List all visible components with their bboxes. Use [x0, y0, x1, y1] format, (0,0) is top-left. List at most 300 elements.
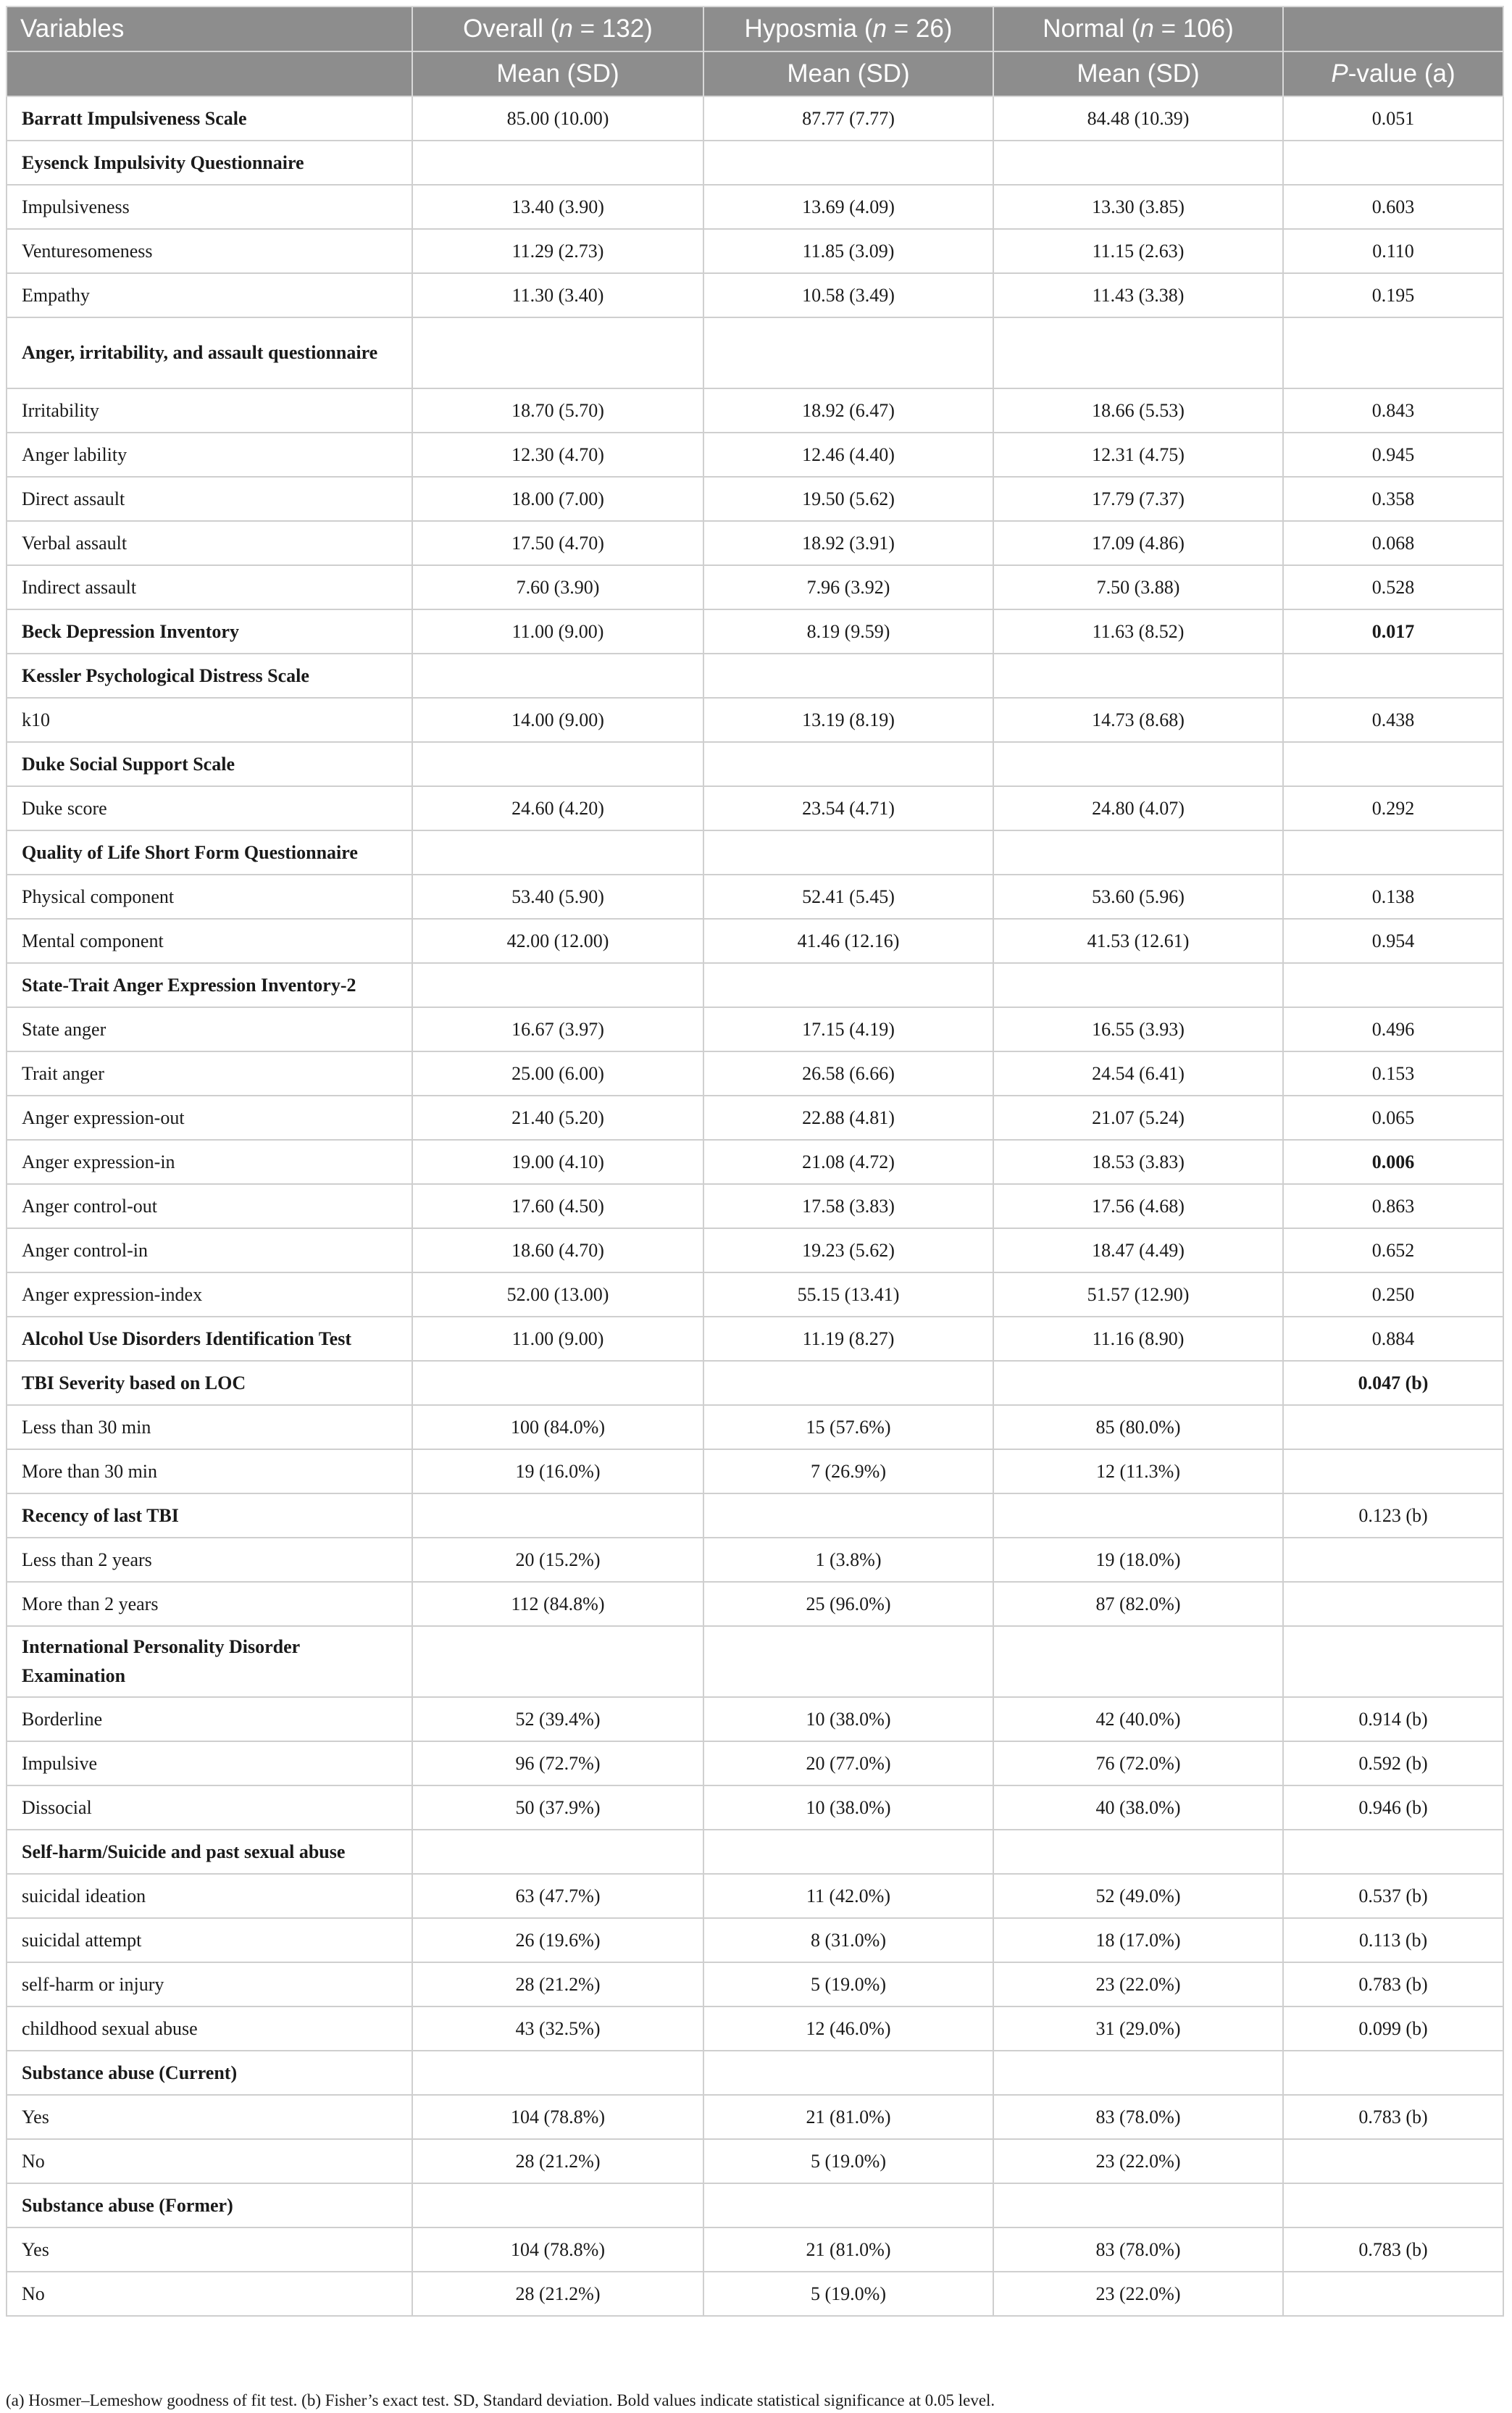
cell-pvalue [1283, 1538, 1503, 1582]
cell-normal: 87 (82.0%) [993, 1582, 1283, 1626]
cell-pvalue: 0.954 [1283, 919, 1503, 963]
row-label: Alcohol Use Disorders Identification Test [7, 1317, 412, 1361]
results-table [6, 6, 1504, 2317]
cell-normal [993, 830, 1283, 875]
cell-pvalue: 0.110 [1283, 229, 1503, 273]
row-label: Substance abuse (Current) [7, 2051, 412, 2095]
cell-pvalue: 0.603 [1283, 185, 1503, 229]
table-row [7, 698, 1503, 742]
cell-normal: 13.30 (3.85) [993, 185, 1283, 229]
cell-overall: 52 (39.4%) [412, 1697, 703, 1741]
cell-hyposmia: 52.41 (5.45) [703, 875, 993, 919]
cell-overall: 11.29 (2.73) [412, 229, 703, 273]
table-row [7, 565, 1503, 609]
cell-pvalue: 0.047 (b) [1283, 1361, 1503, 1405]
cell-hyposmia [703, 2183, 993, 2227]
table-row [7, 1361, 1503, 1405]
row-label: Kessler Psychological Distress Scale [7, 654, 412, 698]
cell-hyposmia: 20 (77.0%) [703, 1741, 993, 1785]
cell-overall: 16.67 (3.97) [412, 1007, 703, 1051]
cell-hyposmia [703, 654, 993, 698]
row-label: Verbal assault [7, 521, 412, 565]
cell-overall: 17.60 (4.50) [412, 1184, 703, 1228]
cell-overall [412, 317, 703, 388]
row-label: Impulsive [7, 1741, 412, 1785]
cell-normal: 16.55 (3.93) [993, 1007, 1283, 1051]
cell-pvalue [1283, 1405, 1503, 1449]
cell-pvalue: 0.945 [1283, 433, 1503, 477]
cell-overall: 11.30 (3.40) [412, 273, 703, 317]
cell-pvalue [1283, 141, 1503, 185]
header-overall [412, 7, 703, 51]
cell-overall [412, 2051, 703, 2095]
cell-normal: 76 (72.0%) [993, 1741, 1283, 1785]
cell-overall: 104 (78.8%) [412, 2095, 703, 2139]
cell-normal: 23 (22.0%) [993, 2272, 1283, 2316]
cell-overall: 43 (32.5%) [412, 2006, 703, 2051]
table-row [7, 609, 1503, 654]
cell-normal: 24.54 (6.41) [993, 1051, 1283, 1096]
cell-normal: 12.31 (4.75) [993, 433, 1283, 477]
cell-overall: 25.00 (6.00) [412, 1051, 703, 1096]
cell-overall [412, 1493, 703, 1538]
cell-hyposmia: 17.15 (4.19) [703, 1007, 993, 1051]
cell-hyposmia: 10.58 (3.49) [703, 273, 993, 317]
cell-pvalue [1283, 1582, 1503, 1626]
cell-hyposmia: 15 (57.6%) [703, 1405, 993, 1449]
cell-hyposmia: 55.15 (13.41) [703, 1272, 993, 1317]
cell-overall: 112 (84.8%) [412, 1582, 703, 1626]
table-row [7, 141, 1503, 185]
cell-hyposmia [703, 141, 993, 185]
header-pvalue [1283, 51, 1503, 96]
cell-overall [412, 1361, 703, 1405]
cell-pvalue: 0.592 (b) [1283, 1741, 1503, 1785]
cell-pvalue [1283, 654, 1503, 698]
row-label: More than 30 min [7, 1449, 412, 1493]
table-row [7, 654, 1503, 698]
row-label: TBI Severity based on LOC [7, 1361, 412, 1405]
cell-pvalue: 0.863 [1283, 1184, 1503, 1228]
table-row [7, 919, 1503, 963]
cell-overall: 18.00 (7.00) [412, 477, 703, 521]
cell-overall: 14.00 (9.00) [412, 698, 703, 742]
table-row [7, 433, 1503, 477]
row-label: Anger control-out [7, 1184, 412, 1228]
header-normal-stat: Mean (SD) [993, 51, 1283, 96]
cell-normal: 85 (80.0%) [993, 1405, 1283, 1449]
cell-pvalue [1283, 317, 1503, 388]
cell-normal [993, 141, 1283, 185]
table-row [7, 1538, 1503, 1582]
cell-normal: 12 (11.3%) [993, 1449, 1283, 1493]
row-label: Physical component [7, 875, 412, 919]
cell-hyposmia: 21 (81.0%) [703, 2227, 993, 2272]
cell-overall: 53.40 (5.90) [412, 875, 703, 919]
cell-normal: 18 (17.0%) [993, 1918, 1283, 1962]
row-label: Self-harm/Suicide and past sexual abuse [7, 1830, 412, 1874]
table-row [7, 185, 1503, 229]
cell-pvalue: 0.051 [1283, 96, 1503, 141]
cell-hyposmia: 5 (19.0%) [703, 2139, 993, 2183]
row-label: No [7, 2139, 412, 2183]
row-label: Irritability [7, 388, 412, 433]
cell-pvalue: 0.195 [1283, 273, 1503, 317]
table-row [7, 1874, 1503, 1918]
cell-normal: 11.63 (8.52) [993, 609, 1283, 654]
table-row [7, 1962, 1503, 2006]
table-row [7, 1405, 1503, 1449]
table-row [7, 1140, 1503, 1184]
header-overall-stat: Mean (SD) [412, 51, 703, 96]
cell-normal [993, 1626, 1283, 1697]
cell-normal: 31 (29.0%) [993, 2006, 1283, 2051]
header-variables: Variables [7, 7, 412, 51]
cell-pvalue: 0.358 [1283, 477, 1503, 521]
cell-overall: 52.00 (13.00) [412, 1272, 703, 1317]
table-row [7, 830, 1503, 875]
cell-overall: 50 (37.9%) [412, 1785, 703, 1830]
table-row [7, 1228, 1503, 1272]
cell-hyposmia [703, 742, 993, 786]
cell-hyposmia: 23.54 (4.71) [703, 786, 993, 830]
cell-normal: 17.79 (7.37) [993, 477, 1283, 521]
row-label: Empathy [7, 273, 412, 317]
table-row [7, 2095, 1503, 2139]
row-label: Dissocial [7, 1785, 412, 1830]
cell-normal: 17.09 (4.86) [993, 521, 1283, 565]
table-row [7, 1317, 1503, 1361]
cell-normal: 18.66 (5.53) [993, 388, 1283, 433]
cell-hyposmia: 19.23 (5.62) [703, 1228, 993, 1272]
table-row [7, 2006, 1503, 2051]
cell-pvalue: 0.006 [1283, 1140, 1503, 1184]
table-row [7, 1785, 1503, 1830]
cell-pvalue: 0.783 (b) [1283, 2095, 1503, 2139]
cell-normal: 84.48 (10.39) [993, 96, 1283, 141]
cell-normal: 42 (40.0%) [993, 1697, 1283, 1741]
row-label: Anger expression-out [7, 1096, 412, 1140]
table-row [7, 786, 1503, 830]
cell-overall [412, 1626, 703, 1697]
cell-hyposmia: 11 (42.0%) [703, 1874, 993, 1918]
table-row [7, 742, 1503, 786]
cell-pvalue [1283, 830, 1503, 875]
cell-overall: 28 (21.2%) [412, 1962, 703, 2006]
cell-pvalue: 0.496 [1283, 1007, 1503, 1051]
row-label: Quality of Life Short Form Questionnaire [7, 830, 412, 875]
table-row [7, 1918, 1503, 1962]
table-row [7, 1582, 1503, 1626]
row-label: Venturesomeness [7, 229, 412, 273]
cell-overall: 18.70 (5.70) [412, 388, 703, 433]
header-pvalue-blank [1283, 7, 1503, 51]
table-row [7, 2139, 1503, 2183]
row-label: Anger, irritability, and assault questionnaire [7, 317, 412, 388]
table-row [7, 1697, 1503, 1741]
cell-overall [412, 742, 703, 786]
cell-hyposmia: 21 (81.0%) [703, 2095, 993, 2139]
cell-pvalue [1283, 1626, 1503, 1697]
cell-normal: 51.57 (12.90) [993, 1272, 1283, 1317]
cell-overall: 104 (78.8%) [412, 2227, 703, 2272]
cell-hyposmia [703, 830, 993, 875]
cell-normal: 17.56 (4.68) [993, 1184, 1283, 1228]
cell-pvalue: 0.017 [1283, 609, 1503, 654]
cell-overall [412, 830, 703, 875]
header-variables-blank [7, 51, 412, 96]
row-label: Beck Depression Inventory [7, 609, 412, 654]
cell-normal: 21.07 (5.24) [993, 1096, 1283, 1140]
cell-overall: 28 (21.2%) [412, 2272, 703, 2316]
cell-overall: 19 (16.0%) [412, 1449, 703, 1493]
cell-hyposmia: 21.08 (4.72) [703, 1140, 993, 1184]
row-label: Impulsiveness [7, 185, 412, 229]
cell-overall: 63 (47.7%) [412, 1874, 703, 1918]
cell-hyposmia [703, 317, 993, 388]
row-label: Anger expression-index [7, 1272, 412, 1317]
cell-hyposmia: 22.88 (4.81) [703, 1096, 993, 1140]
cell-hyposmia: 5 (19.0%) [703, 2272, 993, 2316]
cell-overall: 21.40 (5.20) [412, 1096, 703, 1140]
cell-overall: 7.60 (3.90) [412, 565, 703, 609]
row-label: Barratt Impulsiveness Scale [7, 96, 412, 141]
row-label: suicidal attempt [7, 1918, 412, 1962]
table-row [7, 1007, 1503, 1051]
table-row [7, 96, 1503, 141]
cell-hyposmia [703, 1626, 993, 1697]
cell-hyposmia: 87.77 (7.77) [703, 96, 993, 141]
cell-hyposmia: 13.69 (4.09) [703, 185, 993, 229]
row-label: Duke Social Support Scale [7, 742, 412, 786]
cell-normal [993, 317, 1283, 388]
cell-hyposmia: 5 (19.0%) [703, 1962, 993, 2006]
cell-pvalue: 0.783 (b) [1283, 1962, 1503, 2006]
cell-hyposmia: 18.92 (3.91) [703, 521, 993, 565]
cell-hyposmia: 26.58 (6.66) [703, 1051, 993, 1096]
row-label: suicidal ideation [7, 1874, 412, 1918]
cell-hyposmia [703, 963, 993, 1007]
cell-pvalue [1283, 2051, 1503, 2095]
header-row-groups [7, 7, 1503, 51]
cell-hyposmia: 11.85 (3.09) [703, 229, 993, 273]
cell-pvalue: 0.250 [1283, 1272, 1503, 1317]
cell-pvalue: 0.438 [1283, 698, 1503, 742]
cell-overall: 24.60 (4.20) [412, 786, 703, 830]
table-row [7, 1272, 1503, 1317]
row-label: Duke score [7, 786, 412, 830]
header-normal [993, 7, 1283, 51]
cell-normal [993, 1361, 1283, 1405]
row-label: More than 2 years [7, 1582, 412, 1626]
table-row [7, 521, 1503, 565]
cell-pvalue [1283, 2139, 1503, 2183]
cell-hyposmia: 8 (31.0%) [703, 1918, 993, 1962]
cell-overall: 19.00 (4.10) [412, 1140, 703, 1184]
cell-normal: 40 (38.0%) [993, 1785, 1283, 1830]
cell-overall: 42.00 (12.00) [412, 919, 703, 963]
header-overall-text: Overall (n = 132) [463, 14, 653, 43]
cell-hyposmia: 7 (26.9%) [703, 1449, 993, 1493]
cell-normal [993, 742, 1283, 786]
cell-normal: 11.15 (2.63) [993, 229, 1283, 273]
cell-hyposmia [703, 2051, 993, 2095]
cell-pvalue: 0.099 (b) [1283, 2006, 1503, 2051]
cell-pvalue: 0.843 [1283, 388, 1503, 433]
table-footnote: (a) Hosmer–Lemeshow goodness of fit test. (b) Fisher’s exact test. SD, Standard deviation. Bold values indicate statistical significance at 0.05 level. [6, 2391, 995, 2409]
cell-pvalue: 0.884 [1283, 1317, 1503, 1361]
table-row [7, 2272, 1503, 2316]
cell-overall: 12.30 (4.70) [412, 433, 703, 477]
cell-overall: 85.00 (10.00) [412, 96, 703, 141]
header-normal-text: Normal (n = 106) [1043, 14, 1234, 43]
cell-normal: 7.50 (3.88) [993, 565, 1283, 609]
table-row [7, 1184, 1503, 1228]
cell-pvalue: 0.292 [1283, 786, 1503, 830]
cell-hyposmia [703, 1493, 993, 1538]
cell-pvalue: 0.065 [1283, 1096, 1503, 1140]
table-row [7, 1493, 1503, 1538]
row-label: Yes [7, 2095, 412, 2139]
cell-pvalue: 0.113 (b) [1283, 1918, 1503, 1962]
row-label: k10 [7, 698, 412, 742]
row-label: childhood sexual abuse [7, 2006, 412, 2051]
cell-pvalue: 0.652 [1283, 1228, 1503, 1272]
cell-hyposmia: 18.92 (6.47) [703, 388, 993, 433]
table-row [7, 1449, 1503, 1493]
cell-normal [993, 1830, 1283, 1874]
table-row [7, 229, 1503, 273]
cell-normal [993, 963, 1283, 1007]
table-row [7, 388, 1503, 433]
header-row-stats [7, 51, 1503, 96]
table-row [7, 1096, 1503, 1140]
table-row [7, 1626, 1503, 1697]
cell-pvalue: 0.783 (b) [1283, 2227, 1503, 2272]
cell-overall: 20 (15.2%) [412, 1538, 703, 1582]
row-label: No [7, 2272, 412, 2316]
header-hyposmia-stat: Mean (SD) [703, 51, 993, 96]
row-label: Substance abuse (Former) [7, 2183, 412, 2227]
cell-normal: 23 (22.0%) [993, 1962, 1283, 2006]
table-row [7, 1051, 1503, 1096]
table-body [7, 96, 1503, 2316]
cell-hyposmia: 8.19 (9.59) [703, 609, 993, 654]
header-pvalue-text: P-value (a) [1331, 59, 1455, 88]
header-hyposmia-text: Hyposmia (n = 26) [744, 14, 953, 43]
cell-overall: 18.60 (4.70) [412, 1228, 703, 1272]
row-label: Mental component [7, 919, 412, 963]
cell-normal: 83 (78.0%) [993, 2227, 1283, 2272]
row-label: Borderline [7, 1697, 412, 1741]
row-label: self-harm or injury [7, 1962, 412, 2006]
cell-pvalue: 0.138 [1283, 875, 1503, 919]
cell-pvalue [1283, 2272, 1503, 2316]
cell-pvalue: 0.123 (b) [1283, 1493, 1503, 1538]
cell-pvalue: 0.528 [1283, 565, 1503, 609]
cell-pvalue [1283, 2183, 1503, 2227]
cell-normal [993, 654, 1283, 698]
cell-hyposmia: 17.58 (3.83) [703, 1184, 993, 1228]
cell-normal: 18.53 (3.83) [993, 1140, 1283, 1184]
cell-hyposmia [703, 1361, 993, 1405]
cell-pvalue [1283, 963, 1503, 1007]
cell-normal: 18.47 (4.49) [993, 1228, 1283, 1272]
cell-normal: 83 (78.0%) [993, 2095, 1283, 2139]
row-label: Direct assault [7, 477, 412, 521]
cell-hyposmia: 19.50 (5.62) [703, 477, 993, 521]
row-label: Trait anger [7, 1051, 412, 1096]
cell-pvalue [1283, 1449, 1503, 1493]
cell-overall [412, 2183, 703, 2227]
cell-overall [412, 963, 703, 1007]
cell-normal: 11.43 (3.38) [993, 273, 1283, 317]
cell-hyposmia: 25 (96.0%) [703, 1582, 993, 1626]
cell-overall: 13.40 (3.90) [412, 185, 703, 229]
cell-normal: 53.60 (5.96) [993, 875, 1283, 919]
row-label: Anger control-in [7, 1228, 412, 1272]
cell-normal: 14.73 (8.68) [993, 698, 1283, 742]
cell-overall: 100 (84.0%) [412, 1405, 703, 1449]
cell-hyposmia: 7.96 (3.92) [703, 565, 993, 609]
table-row [7, 477, 1503, 521]
table-row [7, 2183, 1503, 2227]
cell-pvalue: 0.946 (b) [1283, 1785, 1503, 1830]
cell-normal: 11.16 (8.90) [993, 1317, 1283, 1361]
table-row [7, 273, 1503, 317]
cell-pvalue: 0.153 [1283, 1051, 1503, 1096]
cell-pvalue: 0.914 (b) [1283, 1697, 1503, 1741]
cell-overall: 26 (19.6%) [412, 1918, 703, 1962]
cell-hyposmia: 10 (38.0%) [703, 1785, 993, 1830]
results-table-container [6, 6, 1503, 2317]
cell-hyposmia: 12.46 (4.40) [703, 433, 993, 477]
cell-hyposmia: 1 (3.8%) [703, 1538, 993, 1582]
cell-overall: 17.50 (4.70) [412, 521, 703, 565]
row-label: Less than 2 years [7, 1538, 412, 1582]
row-label: Anger expression-in [7, 1140, 412, 1184]
cell-normal: 24.80 (4.07) [993, 786, 1283, 830]
row-label: Eysenck Impulsivity Questionnaire [7, 141, 412, 185]
row-label: Anger lability [7, 433, 412, 477]
table-row [7, 875, 1503, 919]
cell-overall [412, 141, 703, 185]
cell-overall: 96 (72.7%) [412, 1741, 703, 1785]
cell-normal: 23 (22.0%) [993, 2139, 1283, 2183]
cell-overall: 11.00 (9.00) [412, 1317, 703, 1361]
cell-overall: 28 (21.2%) [412, 2139, 703, 2183]
row-label: International Personality Disorder Examination [7, 1626, 412, 1697]
cell-pvalue [1283, 742, 1503, 786]
cell-normal [993, 2051, 1283, 2095]
header-hyposmia [703, 7, 993, 51]
cell-pvalue [1283, 1830, 1503, 1874]
cell-normal [993, 1493, 1283, 1538]
table-row [7, 963, 1503, 1007]
cell-normal [993, 2183, 1283, 2227]
row-label: State anger [7, 1007, 412, 1051]
cell-pvalue: 0.537 (b) [1283, 1874, 1503, 1918]
cell-normal: 52 (49.0%) [993, 1874, 1283, 1918]
cell-overall: 11.00 (9.00) [412, 609, 703, 654]
row-label: Indirect assault [7, 565, 412, 609]
cell-hyposmia: 11.19 (8.27) [703, 1317, 993, 1361]
row-label: Yes [7, 2227, 412, 2272]
cell-normal: 19 (18.0%) [993, 1538, 1283, 1582]
table-row [7, 2227, 1503, 2272]
cell-hyposmia: 10 (38.0%) [703, 1697, 993, 1741]
cell-hyposmia: 41.46 (12.16) [703, 919, 993, 963]
